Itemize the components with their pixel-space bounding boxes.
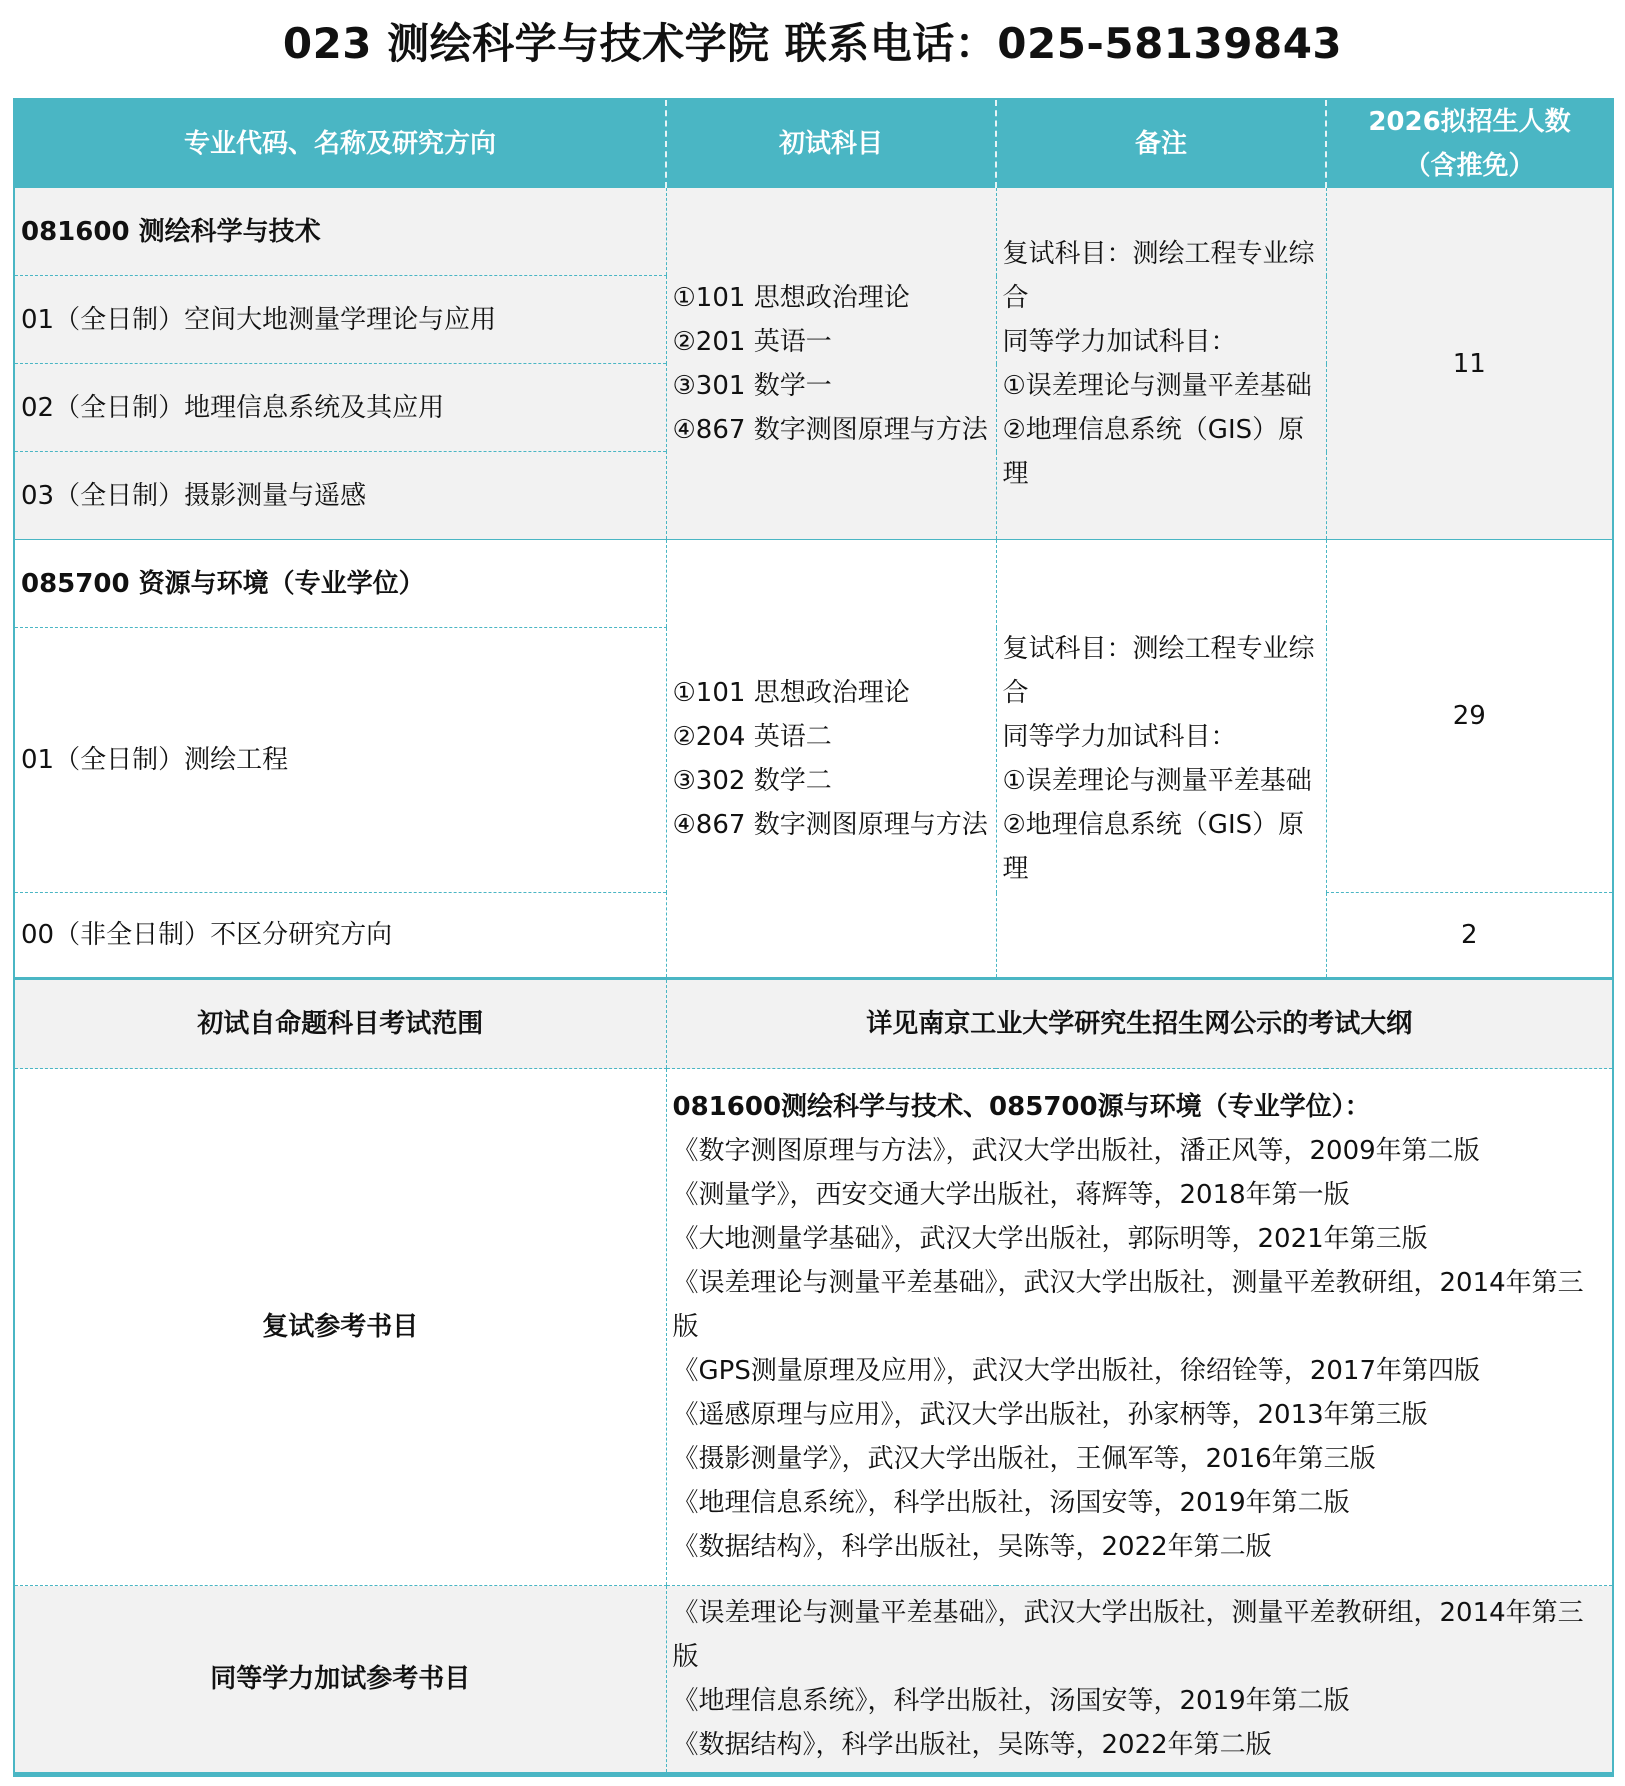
exam-subjects (666, 540, 996, 979)
header-quota (1326, 100, 1612, 188)
remark-line: 理 (1002, 853, 1029, 884)
remark-line: ②地理信息系统（GIS）原 (1002, 414, 1305, 445)
remark-line: 理 (1002, 458, 1029, 489)
exam-scope-value: 详见南京工业大学研究生招生网公示的考试大纲 (666, 979, 1612, 1069)
quota-value: 2 (1326, 893, 1612, 979)
book-line: 版 (672, 1642, 699, 1672)
book-line: 《数字测图原理与方法》，武汉大学出版社，潘正风等，2009年第二版 (672, 1136, 1480, 1166)
remark-line: 合 (1002, 677, 1029, 708)
book-line: 《GPS测量原理及应用》，武汉大学出版社，徐绍铨等，2017年第四版 (672, 1356, 1480, 1386)
program-row (15, 188, 1612, 276)
subject-item: ③301 数学一 (672, 370, 832, 401)
remark-line: 同等学力加试科目： (1002, 721, 1237, 752)
direction-item: 01（全日制）空间大地测量学理论与应用 (15, 276, 666, 364)
subject-item: ④867 数字测图原理与方法 (672, 809, 988, 840)
remarks (996, 540, 1326, 979)
program-row (15, 540, 1612, 628)
direction-item: 00（非全日制）不区分研究方向 (15, 893, 666, 979)
equiv-books-list (666, 1586, 1612, 1774)
subject-item: ②204 英语二 (672, 721, 832, 752)
retest-books-heading: 081600测绘科学与技术、085700源与环境（专业学位）： (672, 1092, 1371, 1122)
subject-item: ①101 思想政治理论 (672, 677, 910, 708)
book-line: 《地理信息系统》，科学出版社，汤国安等，2019年第二版 (672, 1686, 1350, 1716)
exam-scope-label: 初试自命题科目考试范围 (15, 979, 666, 1069)
program-name: 085700 资源与环境（专业学位） (15, 540, 666, 628)
remark-line: ②地理信息系统（GIS）原 (1002, 809, 1305, 840)
table-header-row (15, 100, 1612, 188)
remark-line: 复试科目：测绘工程专业综 (1002, 238, 1315, 269)
book-line: 《误差理论与测量平差基础》，武汉大学出版社，测量平差教研组，2014年第三 (672, 1268, 1584, 1298)
subject-item: ②201 英语一 (672, 326, 832, 357)
direction-item: 02（全日制）地理信息系统及其应用 (15, 364, 666, 452)
subject-item: ①101 思想政治理论 (672, 282, 910, 313)
header-notes: 备注 (996, 100, 1326, 188)
equiv-books-row (15, 1586, 1612, 1774)
header-quota-line1: 2026拟招生人数 (1368, 107, 1571, 137)
book-line: 《误差理论与测量平差基础》，武汉大学出版社，测量平差教研组，2014年第三 (672, 1598, 1584, 1628)
book-line: 版 (672, 1312, 699, 1342)
direction-item: 03（全日制）摄影测量与遥感 (15, 452, 666, 540)
direction-item: 01（全日制）测绘工程 (15, 628, 666, 893)
remarks (996, 188, 1326, 540)
book-line: 《测量学》，西安交通大学出版社，蒋辉等，2018年第一版 (672, 1180, 1350, 1210)
retest-books-row (15, 1069, 1612, 1586)
retest-books-label: 复试参考书目 (15, 1069, 666, 1586)
remark-line: 合 (1002, 282, 1029, 313)
header-major: 专业代码、名称及研究方向 (15, 100, 666, 188)
quota-value: 29 (1326, 540, 1612, 893)
book-line: 《摄影测量学》，武汉大学出版社，王佩军等，2016年第三版 (672, 1444, 1376, 1474)
book-line: 《地理信息系统》，科学出版社，汤国安等，2019年第二版 (672, 1488, 1350, 1518)
admission-table (15, 100, 1612, 1775)
quota-value: 11 (1326, 188, 1612, 540)
exam-scope-row (15, 979, 1612, 1069)
subject-item: ③302 数学二 (672, 765, 832, 796)
header-quota-line2: （含推免） (1404, 151, 1535, 181)
book-line: 《数据结构》，科学出版社，吴陈等，2022年第二版 (672, 1532, 1272, 1562)
remark-line: 同等学力加试科目： (1002, 326, 1237, 357)
exam-subjects (666, 188, 996, 540)
book-line: 《遥感原理与应用》，武汉大学出版社，孙家柄等，2013年第三版 (672, 1400, 1428, 1430)
subject-item: ④867 数字测图原理与方法 (672, 414, 988, 445)
program-name: 081600 测绘科学与技术 (15, 188, 666, 276)
remark-line: ①误差理论与测量平差基础 (1002, 370, 1312, 401)
page-title: 023 测绘科学与技术学院 联系电话：025-58139843 (282, 19, 1343, 68)
book-line: 《数据结构》，科学出版社，吴陈等，2022年第二版 (672, 1730, 1272, 1760)
book-line: 《大地测量学基础》，武汉大学出版社，郭际明等，2021年第三版 (672, 1224, 1428, 1254)
retest-books-list (666, 1069, 1612, 1586)
remark-line: ①误差理论与测量平差基础 (1002, 765, 1312, 796)
equiv-books-label: 同等学力加试参考书目 (15, 1586, 666, 1774)
remark-line: 复试科目：测绘工程专业综 (1002, 633, 1315, 664)
header-subjects: 初试科目 (666, 100, 996, 188)
